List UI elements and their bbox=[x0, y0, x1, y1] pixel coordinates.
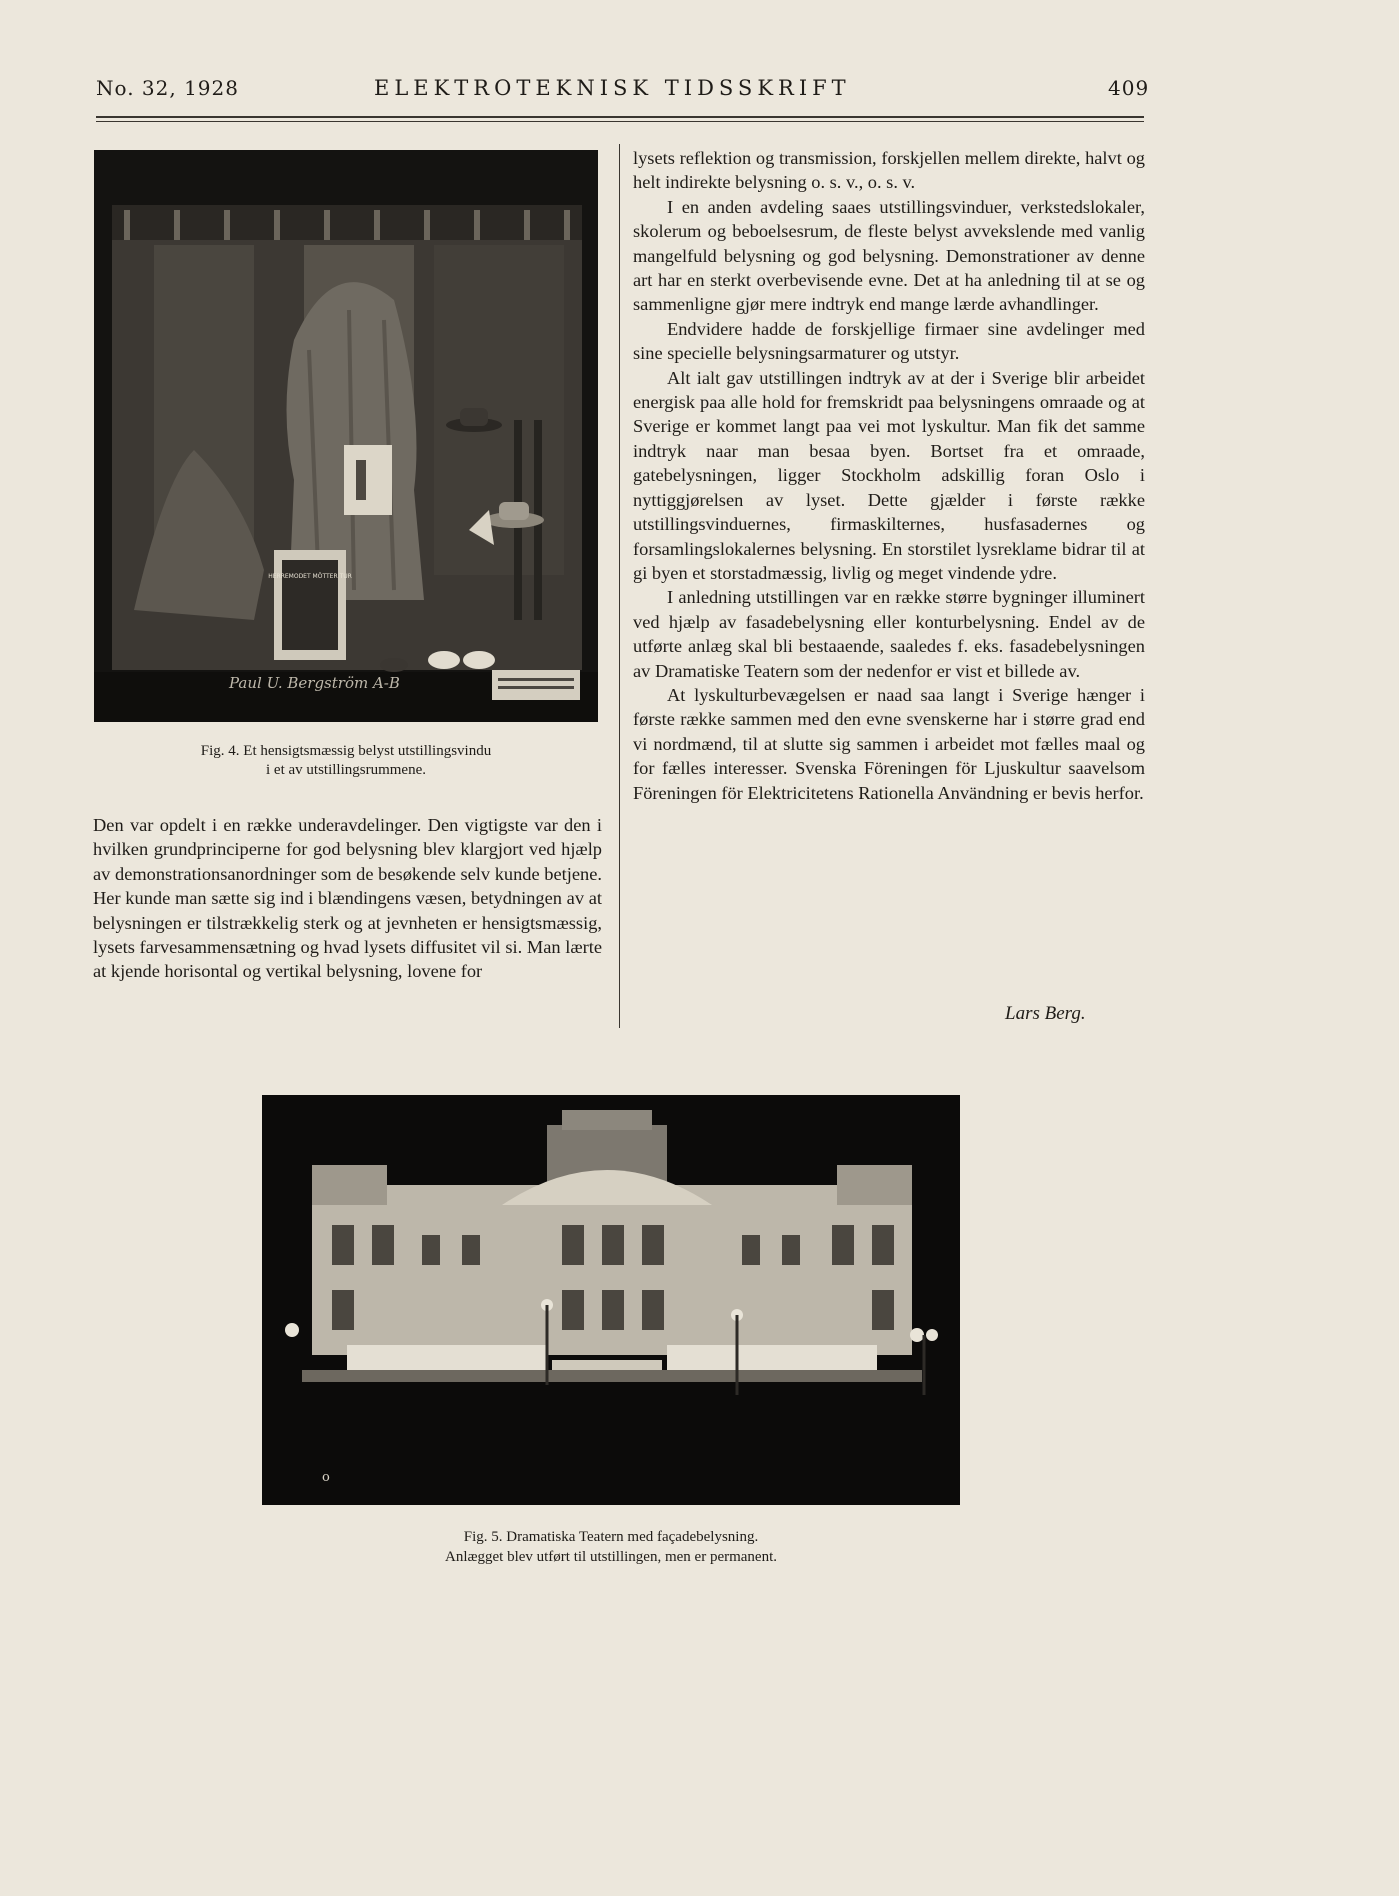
figure-4-caption-line1: Fig. 4. Et hensigtsmæssig belyst utstillingsvindu bbox=[200, 743, 492, 759]
show-card-text: HERREMODET MÖTTER TUR bbox=[268, 573, 352, 580]
left-text-column bbox=[93, 813, 602, 984]
figure-5-caption-line1: Fig. 5. Dramatiska Teatern med façadebelysning. bbox=[463, 1529, 759, 1545]
column-divider bbox=[619, 144, 620, 1028]
page-number: 409 bbox=[1108, 76, 1150, 100]
issue-number: No. 32, 1928 bbox=[96, 76, 239, 100]
figure-4-caption-line2: i et av utstillingsrummene. bbox=[266, 762, 426, 778]
figure-5-photo bbox=[262, 1095, 960, 1505]
figure-4-photo bbox=[94, 150, 598, 722]
photo-corner-mark: o bbox=[322, 1470, 330, 1485]
shop-window-illustration bbox=[94, 150, 598, 722]
right-paragraph-2: I en anden avdeling saaes utstillingsvinduer, verkstedslokaler, skolerum og beboelsesrum, de fleste belyst avvekslende med vanlig mangelfuld belysning og god belysning. Demonstrationer av denne art har en sterkt overbevisende evne. Det at ha anledning til at se og sammenligne gjør mere indtryk end mange lærde avhandlinger. bbox=[633, 196, 1145, 315]
right-text-column bbox=[633, 146, 1145, 805]
right-paragraph-4: Alt ialt gav utstillingen indtryk av at der i Sverige blir arbeidet energisk paa alle hold for fremskridt paa belysningens omraade og at Sverige er kommet langt paa vei mot lyskultur. Man fik det samme indtryk naar man besaa byen. Bortset fra et omraade, gatebelysningen, ligger Stockholm adskillig foran Oslo i nyttiggjørelsen av lyset. Dette gjælder i første række utstillingsvinduernes, firmaskilternes, husfasadernes og forsamlingslokalernes belysning. En storstilet lysreklame bidrar til at gi byen et storstadmæssig, livlig og meget vindende ydre. bbox=[633, 367, 1145, 583]
header-rule-thin bbox=[96, 121, 1144, 122]
window-sign-text: Paul U. Bergström A-B bbox=[229, 674, 400, 692]
figure-5-caption-line2: Anlægget blev utført til utstillingen, men er permanent. bbox=[444, 1549, 777, 1565]
left-paragraph: Den var opdelt i en række underavdelinger. Den vigtigste var den i hvilken grundprinciperne for god belysning blev klargjort ved hjælp av demonstrationsanordninger som de besøkende selv kunde betjene. Her kunde man sætte sig ind i blændingens væsen, betydningen av at belysningen er tilstrækkelig sterk og at jevnheten er hensigtsmæssig, lysets farvesammensætning og hvad lysets diffusitet vil si. Man lærte at kjende horisontal og vertikal belysning, lovene for bbox=[93, 815, 602, 982]
right-paragraph-1: lysets reflektion og transmission, forskjellen mellem direkte, halvt og helt indirekte belysning o. s. v., o. s. v. bbox=[633, 148, 1145, 193]
header-rule bbox=[96, 116, 1144, 118]
right-paragraph-6: At lyskulturbevægelsen er naad saa langt i Sverige hænger i første række sammen med den evne svenskerne har i større grad end vi nordmænd, til at slutte sig sammen i arbeidet mot fælles maal og for fælles interesser. Svenska Föreningen för Ljuskultur saavelsom Föreningen för Elektricitetens Rationella Användning er bevis herfor. bbox=[633, 684, 1145, 803]
theatre-illustration bbox=[262, 1095, 960, 1505]
author-signature: Lars Berg. bbox=[1005, 1003, 1086, 1024]
right-paragraph-5: I anledning utstillingen var en række større bygninger illuminert ved hjælp av fasadebelysning eller konturbelysning. Endel av de utførte anlæg skal bli bestaaende, saaledes f. eks. fasadebelysningen av Dramatiske Teatern som der nedenfor er vist et billede av. bbox=[633, 587, 1145, 681]
right-paragraph-3: Endvidere hadde de forskjellige firmaer sine avdelinger med sine specielle belysningsarmaturer og utstyr. bbox=[633, 318, 1145, 364]
journal-title: ELEKTROTEKNISK TIDSSKRIFT bbox=[374, 76, 851, 100]
